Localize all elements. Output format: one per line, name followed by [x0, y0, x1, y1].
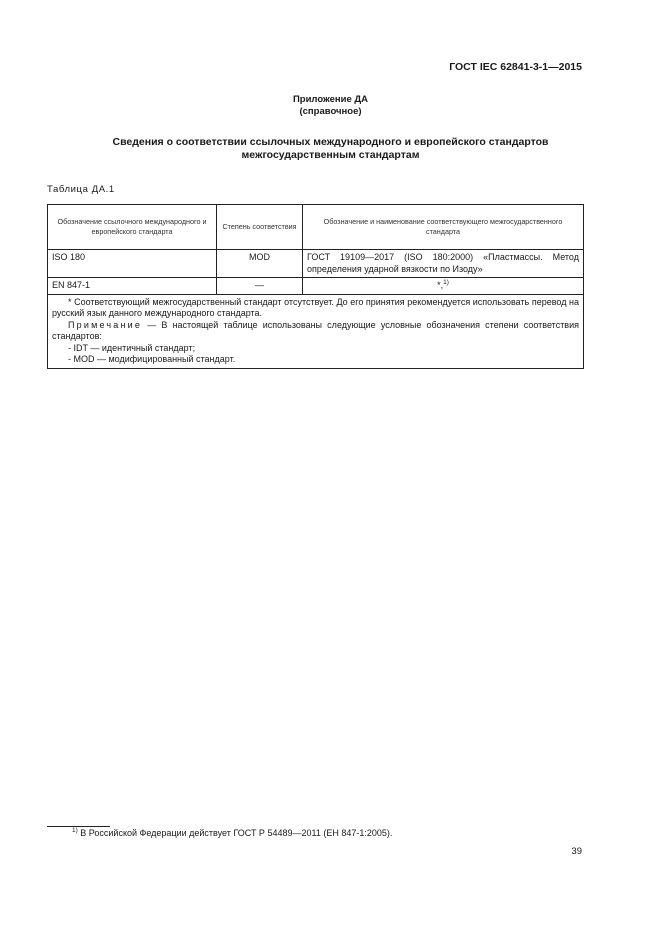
- column-header-reference: Обозначение ссылочного международного и европейского стандарта: [48, 205, 217, 250]
- footnote-text: В Российской Федерации действует ГОСТ Р 54489—2011 (ЕН 847-1:2005).: [77, 828, 393, 838]
- note-item-idt: - IDT — идентичный стандарт;: [68, 342, 196, 353]
- reference-standard: EN 847-1: [48, 278, 217, 295]
- table-notes-row: [48, 294, 584, 368]
- footnote-ref: 1): [443, 279, 449, 286]
- table-note: [52, 320, 579, 343]
- annex-heading: [0, 136, 661, 162]
- column-header-national: Обозначение и наименование соответствующего межгосударственного стандарта: [303, 205, 584, 250]
- footnote-divider: [47, 826, 110, 827]
- table-caption: Таблица ДА.1: [47, 184, 115, 195]
- asterisk-note: * Соответствующий межгосударственный стандарт отсутствует. До его принятия рекомендуется использовать перевод на русский язык данного международного стандарта.: [52, 296, 579, 318]
- table-row: [48, 250, 584, 278]
- national-standard: [303, 278, 584, 295]
- note-label: Примечание: [68, 319, 143, 330]
- no-standard-mark: *,: [437, 280, 444, 290]
- national-standard: ГОСТ 19109—2017 (ISO 180:2000) «Пластмассы. Метод определения ударной вязкости по Изоду»: [303, 250, 584, 278]
- table-row: [48, 278, 584, 295]
- footnote-marker: 1): [72, 827, 78, 834]
- annex-title: Приложение ДА: [292, 94, 369, 105]
- degree-of-correspondence: MOD: [217, 250, 303, 278]
- table-header-row: [48, 205, 584, 250]
- standard-designation: ГОСТ IEC 62841-3-1—2015: [449, 61, 582, 73]
- footnote: [72, 828, 392, 838]
- annex-heading-line-1: Сведения о соответствии ссылочных международного и европейского стандартов: [112, 136, 549, 148]
- degree-of-correspondence: —: [217, 278, 303, 295]
- page-number: 39: [571, 846, 582, 857]
- annex-heading-line-2: межгосударственным стандартам: [241, 149, 420, 161]
- annex-subtitle: (справочное): [299, 106, 362, 117]
- column-header-degree: Степень соответствия: [217, 205, 303, 250]
- table-notes: [48, 294, 584, 368]
- correspondence-table: [47, 204, 584, 369]
- note-item-mod: - MOD — модифицированный стандарт.: [68, 354, 236, 364]
- reference-standard: ISO 180: [48, 250, 217, 278]
- note-text: — В настоящей таблице использованы следующие условные обозначения степени соответствия стандартов:: [52, 319, 579, 341]
